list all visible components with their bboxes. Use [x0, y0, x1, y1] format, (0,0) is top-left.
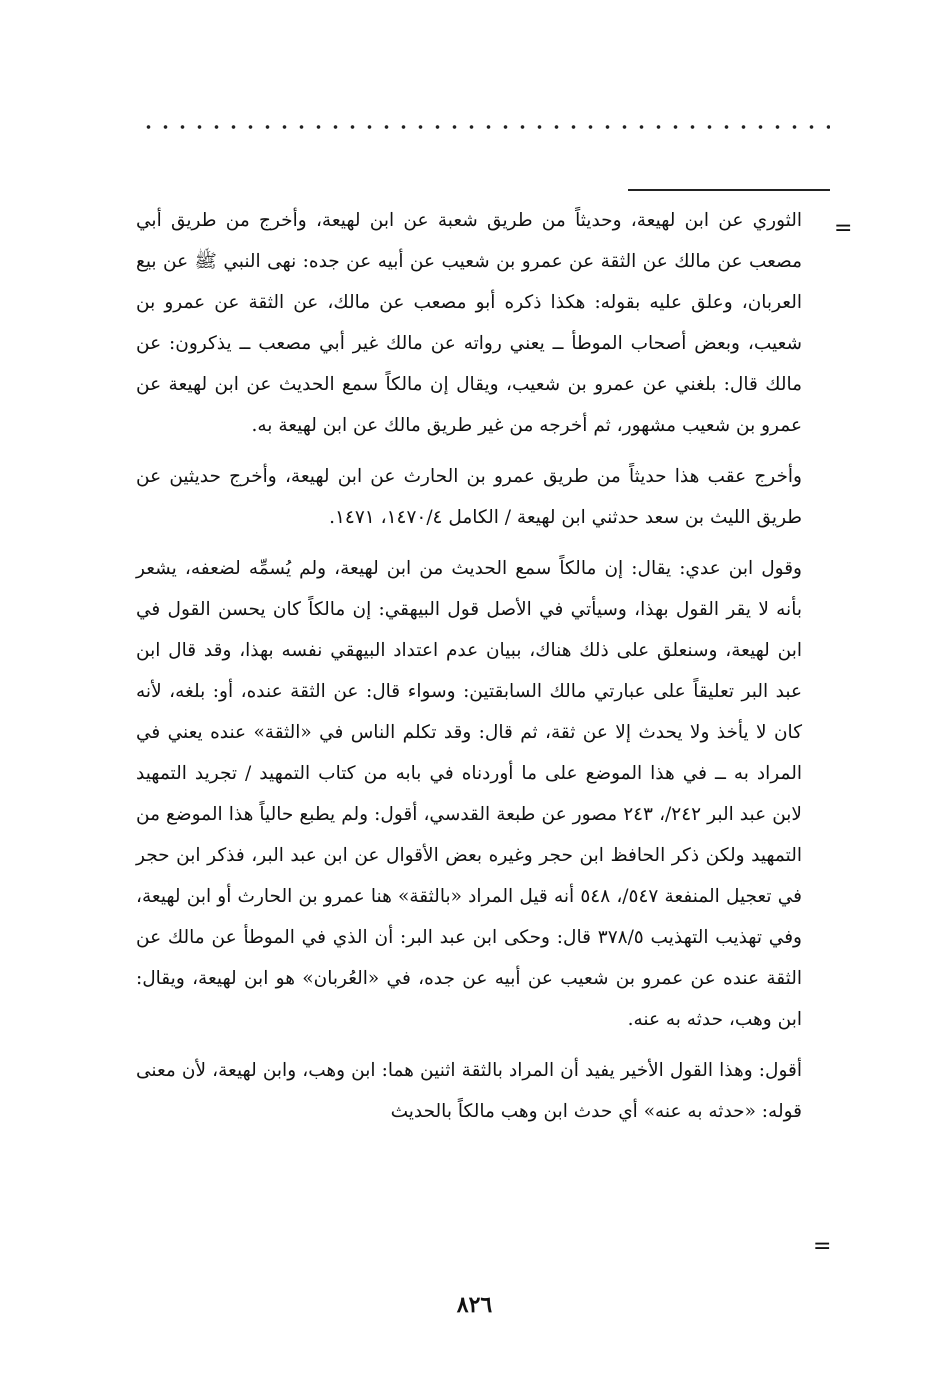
footnote-rule: [628, 189, 830, 191]
continuation-mark-bottom: =: [813, 1234, 832, 1259]
footnote-text: [136, 200, 802, 1132]
page-number: ٨٢٦: [456, 1292, 493, 1318]
paragraph-4: أقول: وهذا القول الأخير يفيد أن المراد بالثقة اثنين هما: ابن وهب، وابن لهيعة، لأن معنى قوله: «حدثه به عنه» أي حدث ابن وهب مالكاً بالحديث: [136, 1060, 802, 1122]
dotted-separator: [140, 124, 830, 130]
paragraph-1: الثوري عن ابن لهيعة، وحديثاً من طريق شعبة عن ابن لهيعة، وأخرج من طريق أبي مصعب عن مالك عن الثقة عن عمرو بن شعيب عن أبيه عن جده: نهى النبي ﷺ عن بيع العربان، وعلق عليه بقوله: هكذا ذكره أبو مصعب عن مالك، عن الثقة عن عمرو بن شعيب، وبعض أصحاب الموطأ ــ يعني رواته عن مالك غير أبي مصعب ــ يذكرون: عن مالك قال: بلغني عن عمرو بن شعيب، ويقال إن مالكاً سمع الحديث عن ابن لهيعة عن عمرو بن شعيب مشهور، ثم أخرجه من غير طريق مالك عن ابن لهيعة به.: [136, 210, 802, 436]
paragraph-3: وقول ابن عدي: يقال: إن مالكاً سمع الحديث من ابن لهيعة، ولم يُسمِّه لضعفه، يشعر بأنه لا يقر القول بهذا، وسيأتي في الأصل قول البيهقي: إن مالكاً كان يحسن القول في ابن لهيعة، وسنعلق على ذلك هناك، ببيان عدم اعتداد البيهقي نفسه بهذا، وقد قال ابن عبد البر تعليقاً على عبارتي مالك السابقتين: وسواء قال: عن الثقة عنده، أو: بلغه، لأنه كان لا يأخذ ولا يحدث إلا عن ثقة، ثم قال: وقد تكلم الناس في «الثقة» عنده يعني في المراد به ــ في هذا الموضع على ما أوردناه في بابه من كتاب التمهيد / تجريد التمهيد لابن عبد البر ٢٤٢/، ٢٤٣ مصور عن طبعة القدسي، أقول: ولم يطبع حالياً هذا الموضع من التمهيد ولكن ذكر الحافظ ابن حجر وغيره بعض الأقوال عن ابن عبد البر، فذكر ابن حجر في تعجيل المنفعة ٥٤٧/، ٥٤٨ أنه قيل المراد «بالثقة» هنا عمرو بن الحارث أو ابن لهيعة، وفي تهذيب التهذيب ٣٧٨/٥ قال: وحكى ابن عبد البر: أن الذي في الموطأ عن مالك عن الثقة عنده عن عمرو بن شعيب عن أبيه عن جده، في «العُربان» هو ابن لهيعة، ويقال: ابن وهب، حدثه به عنه.: [136, 558, 802, 1030]
paragraph-2: وأخرج عقب هذا حديثاً من طريق عمرو بن الحارث عن ابن لهيعة، وأخرج حديثين عن طريق الليث بن سعد حدثني ابن لهيعة / الكامل ١٤٧٠/٤، ١٤٧١.: [136, 466, 802, 528]
continuation-mark-top: =: [834, 216, 853, 241]
